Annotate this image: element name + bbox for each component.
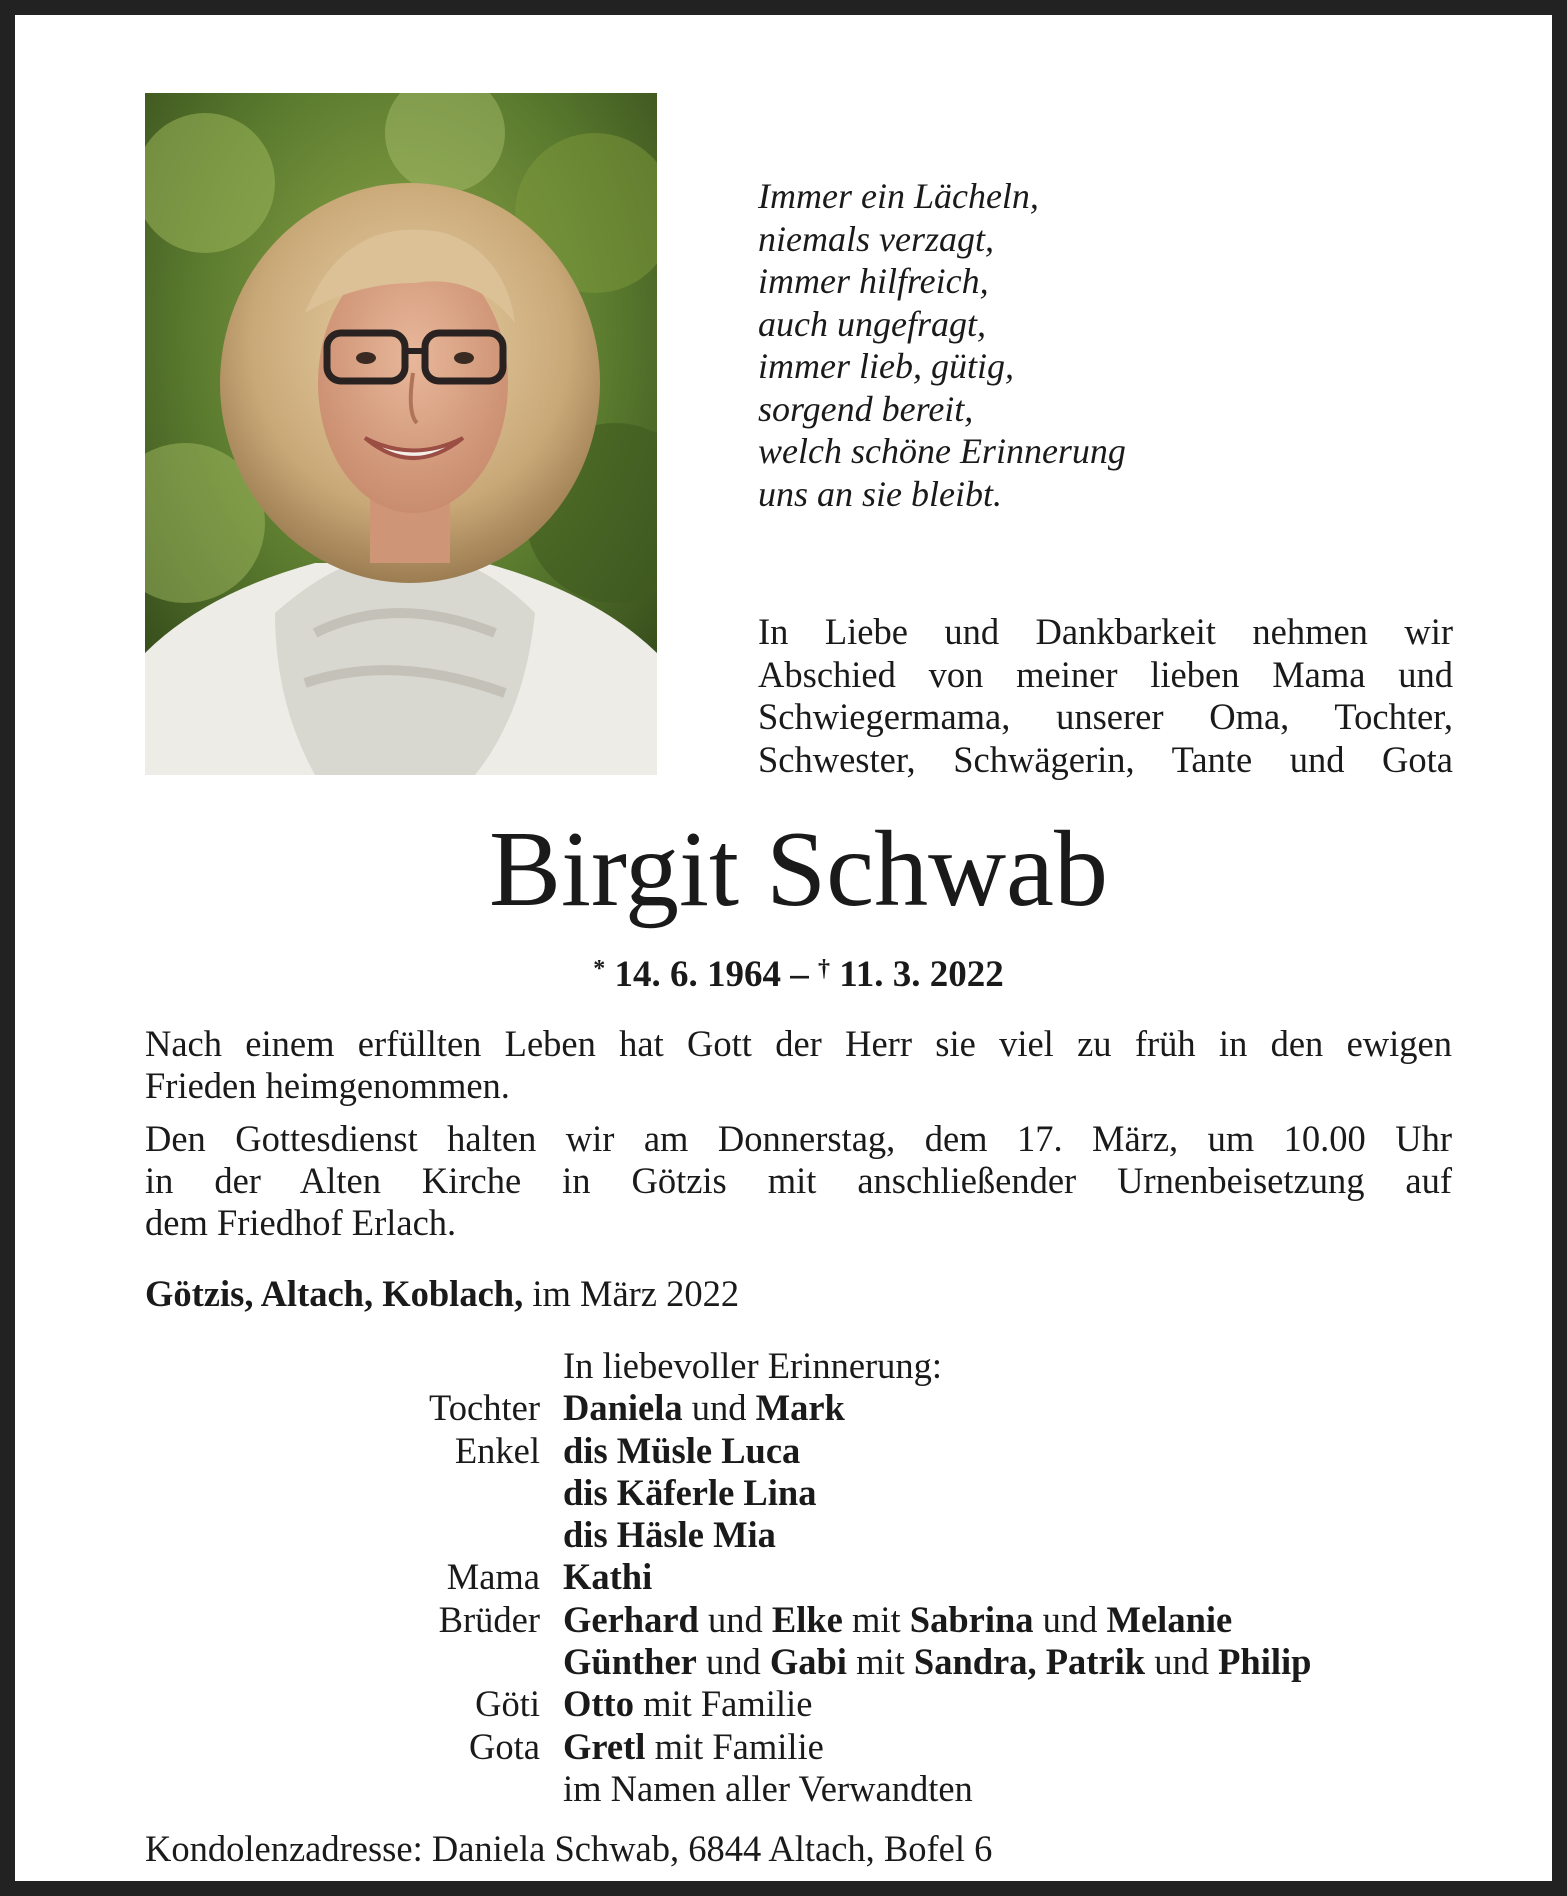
relative-names (563, 1430, 800, 1472)
connector: und (691, 1387, 747, 1429)
memorial-poem (758, 175, 1126, 515)
relation-label: Brüder (438, 1598, 540, 1640)
connector: mit Familie (654, 1725, 824, 1767)
connector: und (705, 1641, 761, 1683)
relative-names (563, 1556, 652, 1598)
relative-name: Gabi (769, 1641, 847, 1683)
text-line: Frieden heimgenommen. (145, 1065, 510, 1106)
connector: und (707, 1598, 763, 1640)
relative-name: Otto (563, 1683, 634, 1725)
birth-symbol: * (593, 956, 606, 982)
text-line: dem Friedhof Erlach. (145, 1202, 457, 1243)
relative-name: Elke (771, 1598, 843, 1640)
poem-line: immer hilfreich, (758, 261, 989, 301)
text-line: in der Alten Kirche in Götzis mit anschließender Urnenbeisetzung auf (145, 1160, 1452, 1201)
relative-name: Daniela (563, 1387, 683, 1429)
life-dates (15, 947, 1567, 997)
relative-name: Sandra, Patrik (913, 1641, 1146, 1683)
poem-line: Immer ein Lächeln, (758, 176, 1039, 216)
family-closing-row (15, 1768, 1567, 1810)
relative-name: Philip (1218, 1641, 1312, 1683)
family-row-brueder-2 (15, 1641, 1567, 1683)
relative-name: dis Häsle Mia (563, 1514, 776, 1556)
family-row-brueder (15, 1599, 1567, 1641)
relative-name: dis Müsle Luca (563, 1429, 801, 1471)
relation-label: Mama (446, 1556, 540, 1598)
relation-label: Enkel (454, 1429, 540, 1471)
family-row-enkel (15, 1430, 1567, 1472)
relative-names (563, 1472, 816, 1514)
family-row-mama (15, 1556, 1567, 1598)
relative-names (563, 1514, 776, 1556)
poem-line: auch ungefragt, (758, 303, 986, 344)
poem-line: welch schöne Erinnerung (758, 431, 1126, 471)
relative-names (563, 1641, 1311, 1683)
farewell-intro (758, 611, 1453, 781)
relation-label: Tochter (429, 1387, 540, 1429)
text-line: Nach einem erfüllten Leben hat Gott der Herr sie viel zu früh in den ewigen (145, 1023, 1452, 1064)
connector: und (1154, 1641, 1209, 1683)
relative-names (563, 1726, 824, 1768)
relative-name: dis Käferle Lina (563, 1471, 817, 1513)
intro-line: In Liebe und Dankbarkeit nehmen wir (758, 611, 1453, 652)
death-symbol: † (818, 956, 831, 982)
portrait-photo (145, 93, 657, 775)
relative-name: Sabrina (909, 1598, 1034, 1640)
connector: mit Familie (643, 1683, 813, 1725)
death-date: 11. 3. 2022 (839, 954, 1004, 995)
family-heading: In liebevoller Erinnerung: (563, 1345, 943, 1386)
relative-names (563, 1387, 845, 1429)
relation-label: Göti (475, 1683, 540, 1725)
relative-name: Mark (755, 1387, 845, 1429)
connector: und (1042, 1598, 1098, 1640)
relative-name: Kathi (563, 1556, 653, 1598)
family-closing: im Namen aller Verwandten (563, 1767, 973, 1809)
poem-line: sorgend bereit, (758, 388, 974, 429)
connector: mit (856, 1641, 905, 1683)
relative-name: Günther (563, 1641, 697, 1683)
condolence-address: Kondolenzadresse: Daniela Schwab, 6844 Altach, Bofel 6 (145, 1828, 993, 1869)
family-row-enkel-3 (15, 1514, 1567, 1556)
family-row-enkel-2 (15, 1472, 1567, 1514)
relative-name: Melanie (1106, 1598, 1233, 1640)
relative-name: Gretl (563, 1725, 646, 1767)
connector: mit (851, 1598, 901, 1640)
place-towns: Götzis, Altach, Koblach, (145, 1273, 524, 1314)
portrait-illustration (145, 93, 657, 775)
intro-line: Schwiegermama, unserer Oma, Tochter, (758, 696, 1453, 737)
family-row-tochter (15, 1387, 1567, 1429)
birth-date: 14. 6. 1964 (614, 954, 782, 995)
relative-names (563, 1683, 812, 1725)
poem-line: immer lieb, gütig, (758, 346, 1014, 386)
relative-names (563, 1599, 1232, 1641)
paragraph-service (145, 1118, 1452, 1244)
intro-line: Abschied von meiner lieben Mama und (758, 653, 1453, 695)
relative-name: Gerhard (563, 1598, 699, 1640)
text-line: Den Gottesdienst halten wir am Donnerstag, dem 17. März, um 10.00 Uhr (145, 1118, 1452, 1159)
deceased-name: Birgit Schwab (489, 810, 1108, 929)
date-separator: – (790, 954, 809, 995)
paragraph-passing (145, 1023, 1452, 1107)
poem-line: uns an sie bleibt. (758, 473, 1002, 514)
intro-line: Schwester, Schwägerin, Tante und Gota (758, 738, 1453, 780)
family-heading-row (15, 1345, 1567, 1387)
relation-label: Gota (469, 1725, 540, 1767)
family-list (15, 1345, 1567, 1810)
place-and-date (145, 1273, 739, 1315)
place-date: im März 2022 (532, 1273, 740, 1314)
poem-line: niemals verzagt, (758, 218, 994, 259)
family-row-goeti (15, 1683, 1567, 1725)
family-row-gota (15, 1726, 1567, 1768)
